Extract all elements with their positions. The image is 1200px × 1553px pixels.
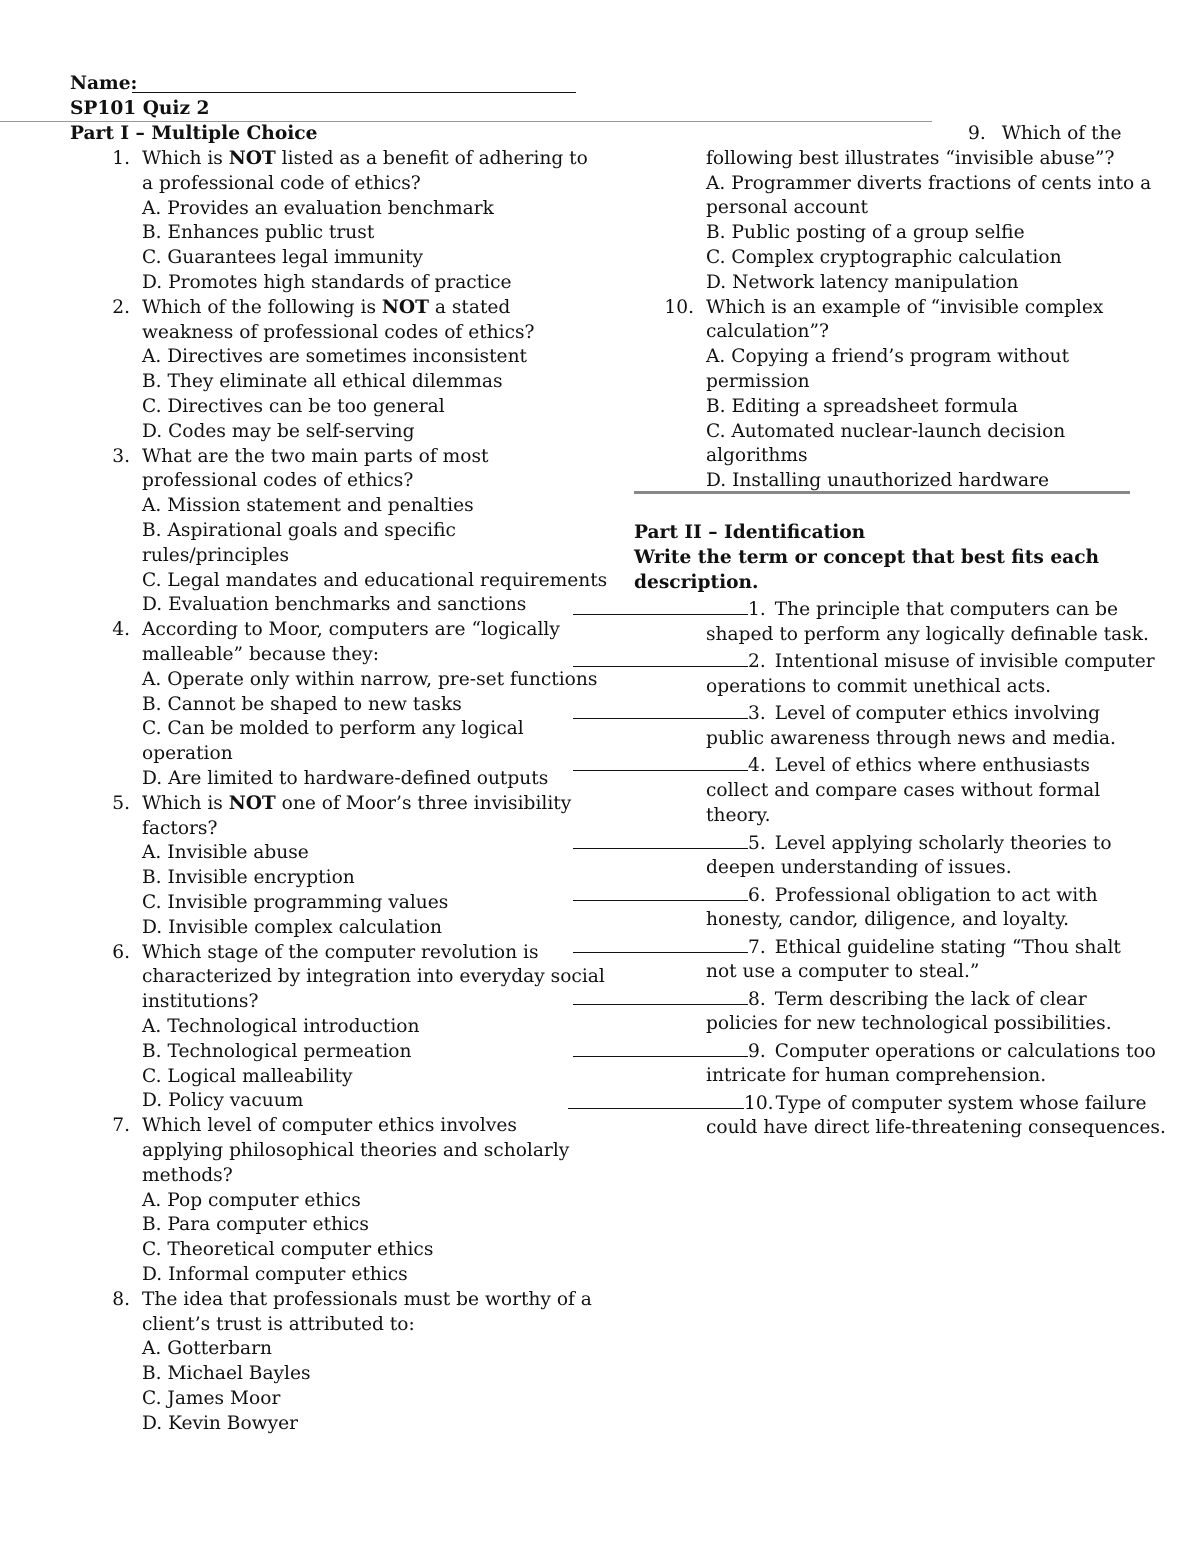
answer-option[interactable] [706, 270, 1018, 295]
answer-blank[interactable] [573, 882, 748, 901]
question-text-line [706, 195, 868, 220]
instruction-text: Write the term or concept that best fits each [634, 547, 1100, 568]
item-number: 6. [748, 884, 766, 906]
answer-option[interactable] [142, 840, 309, 865]
part2-instruction [634, 545, 1099, 570]
answer-option[interactable] [706, 468, 1049, 493]
answer-blank[interactable] [573, 830, 748, 849]
identification-item-2 [573, 648, 1155, 674]
answer-option[interactable] [142, 1188, 361, 1213]
option-text: B. Aspirational goals and specific [142, 520, 456, 541]
answer-blank[interactable] [573, 1038, 748, 1057]
answer-option[interactable] [142, 394, 445, 419]
answer-option[interactable] [142, 1237, 433, 1262]
question-text: one of Moor’s three invisibility [275, 792, 572, 814]
question-text-line [142, 964, 605, 989]
question-text: applying philosophical theories and scholarly [142, 1140, 570, 1161]
item-number: 4. [748, 755, 766, 776]
identification-item-4 [573, 752, 1090, 778]
item-text: Computer operations or calculations too [774, 1040, 1156, 1062]
answer-option[interactable] [142, 667, 597, 692]
identification-item-9 [573, 1038, 1156, 1064]
item-text: not use a computer to steal.” [706, 961, 980, 982]
answer-blank[interactable] [573, 700, 748, 719]
question-number: 9. [968, 123, 986, 144]
answer-option[interactable] [142, 344, 527, 369]
option-text: B. Technological permeation [142, 1040, 412, 1062]
answer-option[interactable] [706, 394, 1018, 419]
answer-option[interactable] [706, 171, 1151, 196]
option-text: A. Programmer diverts fractions of cents into a [706, 172, 1152, 194]
option-text: D. Invisible complex calculation [142, 916, 443, 938]
identification-item-3 [573, 700, 1100, 726]
answer-blank[interactable] [573, 648, 748, 667]
item-text: intricate for human comprehension. [706, 1065, 1047, 1086]
identification-item-8 [573, 986, 1087, 1012]
answer-option[interactable] [142, 1361, 311, 1386]
question-6 [100, 940, 539, 965]
option-text: D. Policy vacuum [142, 1090, 304, 1112]
answer-option[interactable] [142, 220, 374, 245]
answer-option[interactable] [142, 592, 526, 617]
option-text: rules/principles [142, 544, 290, 566]
option-text: B. Cannot be shaped to new tasks [142, 693, 462, 715]
answer-option[interactable] [142, 1039, 411, 1064]
question-text-line [142, 816, 217, 841]
question-emphasis: NOT [228, 792, 276, 814]
answer-option[interactable] [142, 890, 448, 915]
option-text: C. Can be molded to perform any logical [142, 718, 524, 740]
item-text-line [706, 855, 1012, 880]
answer-option[interactable] [142, 1386, 280, 1411]
answer-option[interactable] [142, 716, 524, 741]
answer-option[interactable] [142, 865, 355, 890]
option-text: B. Public posting of a group selfie [706, 222, 1025, 244]
answer-option[interactable] [142, 245, 423, 270]
option-text: C. Guarantees legal immunity [142, 247, 424, 269]
question-text: malleable” because they: [142, 644, 380, 665]
item-text: Intentional misuse of invisible computer [774, 651, 1155, 672]
question-text: permission [706, 371, 810, 392]
item-text: Level applying scholarly theories to [774, 832, 1112, 854]
option-text: A. Operate only within narrow, pre-set functions [142, 668, 598, 690]
question-number: 5. [112, 792, 130, 814]
identification-item-7 [573, 934, 1121, 960]
option-text: A. Gotterbarn [142, 1338, 272, 1360]
question-text: methods? [142, 1164, 233, 1186]
option-text: A. Copying a friend’s program without [706, 346, 1070, 368]
option-text: D. Kevin Bowyer [142, 1412, 298, 1434]
item-text: The principle that computers can be [774, 599, 1119, 620]
part2-title [634, 520, 865, 545]
item-text-line [706, 1115, 1166, 1140]
option-text: C. Legal mandates and educational requirements [142, 569, 608, 591]
name-label: Name: [70, 73, 138, 94]
identification-item-5 [573, 830, 1112, 856]
question-1 [100, 146, 588, 171]
option-text: A. Directives are sometimes inconsistent [142, 346, 528, 368]
option-text: operation [142, 743, 233, 765]
question-text: According to Moor, computers are “logically [142, 619, 560, 641]
answer-option[interactable] [706, 419, 1065, 444]
option-text: D. Network latency manipulation [706, 271, 1019, 293]
question-number: 1. [112, 148, 130, 169]
question-text-line [142, 1312, 415, 1337]
question-text-line [706, 146, 1115, 171]
item-text: policies for new technological possibilities. [706, 1013, 1112, 1034]
question-text: client’s trust is attributed to: [142, 1313, 415, 1335]
item-number: 2. [748, 651, 766, 672]
question-text-line [142, 989, 258, 1014]
question-2 [100, 295, 510, 320]
identification-item-10 [568, 1090, 1147, 1116]
answer-option[interactable] [706, 344, 1069, 369]
answer-option[interactable] [142, 741, 233, 766]
part1-title: Part I – Multiple Choice [70, 123, 318, 144]
option-text: A. Technological introduction [142, 1016, 420, 1037]
item-text: collect and compare cases without formal [706, 779, 1101, 801]
item-text-line [706, 1063, 1046, 1088]
item-text: Term describing the lack of clear [774, 988, 1087, 1010]
answer-option[interactable] [142, 568, 607, 593]
question-text: weakness of professional codes of ethics? [142, 321, 535, 343]
answer-option[interactable] [142, 493, 474, 518]
item-text: could have direct life-threatening consequences. [706, 1117, 1166, 1138]
question-text: following best illustrates “invisible abuse”? [706, 147, 1115, 169]
item-text: operations to commit unethical acts. [706, 675, 1052, 697]
item-text: Professional obligation to act with [774, 884, 1098, 906]
answer-option[interactable] [706, 220, 1025, 245]
question-text-line [142, 320, 535, 345]
name-field[interactable] [132, 92, 576, 93]
question-7 [100, 1113, 517, 1138]
question-number: 3. [112, 445, 130, 467]
answer-option[interactable] [142, 766, 548, 791]
answer-option[interactable] [142, 1064, 353, 1089]
answer-option[interactable] [142, 543, 289, 568]
option-text: D. Installing unauthorized hardware [706, 470, 1049, 492]
option-text: D. Evaluation benchmarks and sanctions [142, 594, 527, 616]
item-text-line [706, 674, 1051, 699]
item-text: honesty, candor, diligence, and loyalty. [706, 909, 1070, 930]
quiz-title: SP101 Quiz 2 [70, 98, 210, 119]
answer-option[interactable] [142, 1088, 303, 1113]
question-text: personal account [706, 197, 868, 219]
option-text: C. Invisible programming values [142, 892, 449, 913]
question-text: Which stage of the computer revolution is [142, 941, 539, 963]
question-8 [100, 1287, 592, 1312]
item-text-line [706, 726, 1116, 751]
question-text: characterized by integration into everyday social [142, 966, 605, 988]
question-text-line [142, 642, 379, 667]
answer-option[interactable] [706, 245, 1062, 270]
question-3 [100, 444, 488, 469]
identification-item-1 [573, 596, 1118, 622]
question-text: Which of the following is [142, 296, 382, 318]
question-text-line [142, 171, 421, 196]
question-number: 10. [664, 296, 694, 318]
part2-title-text: Part II – Identification [634, 522, 866, 543]
question-text: a professional code of ethics? [142, 172, 421, 194]
option-text: C. Automated nuclear-launch decision [706, 420, 1066, 442]
question-text: algorithms [706, 445, 808, 467]
answer-blank[interactable] [573, 934, 748, 953]
answer-blank[interactable] [573, 986, 748, 1005]
question-text-line [142, 1138, 569, 1163]
option-text: B. Para computer ethics [142, 1214, 369, 1236]
item-text-line [706, 778, 1100, 803]
item-number: 9. [748, 1040, 766, 1062]
option-text: C. Directives can be too general [142, 396, 445, 417]
question-number: 7. [112, 1115, 130, 1137]
item-text-line [706, 959, 979, 984]
item-text: Type of computer system whose failure [775, 1092, 1147, 1114]
item-text: public awareness through news and media. [706, 727, 1116, 749]
question-text: Which is [142, 792, 229, 814]
question-text: listed as a benefit of adhering to [275, 148, 588, 169]
option-text: C. Complex cryptographic calculation [706, 247, 1062, 268]
item-text-line [706, 622, 1149, 647]
answer-option[interactable] [142, 419, 415, 444]
question-text: professional codes of ethics? [142, 470, 414, 492]
item-number: 8. [748, 988, 766, 1010]
question-text: Which is [142, 148, 229, 169]
answer-option[interactable] [142, 1014, 419, 1039]
item-text: theory. [706, 805, 771, 826]
question-text-line [706, 443, 808, 468]
question-text-line [142, 1163, 233, 1188]
answer-blank[interactable] [573, 752, 748, 771]
answer-option[interactable] [142, 1411, 298, 1436]
answer-option[interactable] [142, 692, 462, 717]
item-text-line [706, 803, 770, 828]
answer-option[interactable] [142, 518, 456, 543]
option-text: B. Enhances public trust [142, 222, 375, 244]
option-text: B. Invisible encryption [142, 867, 355, 889]
question-4 [100, 617, 560, 642]
option-text: D. Informal computer ethics [142, 1264, 408, 1285]
item-text: Ethical guideline stating “Thou shalt [774, 936, 1121, 958]
question-text: What are the two main parts of most [142, 445, 489, 467]
option-text: D. Promotes high standards of practice [142, 272, 512, 293]
option-text: B. They eliminate all ethical dilemmas [142, 371, 503, 393]
question-text: factors? [142, 817, 218, 839]
option-text: A. Provides an evaluation benchmark [142, 197, 494, 219]
option-text: B. Michael Bayles [142, 1363, 311, 1385]
question-text: a stated [428, 296, 511, 318]
option-text: D. Are limited to hardware-defined outputs [142, 768, 549, 789]
option-text: C. Logical malleability [142, 1065, 353, 1087]
question-number: 2. [112, 296, 130, 318]
answer-option[interactable] [142, 270, 512, 295]
item-text: deepen understanding of issues. [706, 857, 1012, 878]
answer-blank[interactable] [573, 596, 748, 615]
option-text: B. Editing a spreadsheet formula [706, 395, 1018, 417]
answer-option[interactable] [142, 1336, 272, 1361]
answer-option[interactable] [142, 915, 442, 940]
question-text: Which is an example of “invisible complex [706, 296, 1104, 318]
item-number: 5. [748, 832, 766, 854]
question-emphasis: NOT [228, 148, 276, 169]
question-9 [968, 121, 1122, 146]
question-5 [100, 791, 571, 816]
question-text-line [706, 369, 810, 394]
item-text: Level of ethics where enthusiasts [774, 755, 1090, 776]
option-text: A. Invisible abuse [142, 842, 309, 864]
option-text: A. Mission statement and penalties [142, 495, 474, 517]
part2-instruction [634, 570, 759, 595]
option-text: C. James Moor [142, 1388, 281, 1409]
question-text: Which level of computer ethics involves [142, 1115, 517, 1137]
item-number: 7. [748, 936, 766, 958]
question-number: 6. [112, 941, 130, 963]
item-number: 10. [744, 1092, 774, 1114]
answer-option[interactable] [142, 1262, 408, 1287]
answer-option[interactable] [142, 369, 503, 394]
answer-option[interactable] [142, 1212, 369, 1237]
item-number: 3. [748, 703, 766, 724]
question-emphasis: NOT [381, 296, 429, 318]
question-text: Which of the [1001, 123, 1122, 144]
question-text-line [142, 468, 413, 493]
item-text-line [706, 907, 1069, 932]
option-text: D. Codes may be self-serving [142, 420, 415, 442]
answer-blank[interactable] [568, 1090, 744, 1109]
question-text: institutions? [142, 991, 259, 1013]
item-text-line [706, 1011, 1112, 1036]
question-text-line [706, 319, 829, 344]
item-number: 1. [748, 599, 766, 620]
question-text: calculation”? [706, 321, 829, 343]
item-text: shaped to perform any logically definable task. [706, 623, 1149, 645]
question-number: 8. [112, 1288, 130, 1310]
question-text: The idea that professionals must be worthy of a [142, 1288, 592, 1310]
option-text: A. Pop computer ethics [142, 1189, 361, 1211]
question-10 [664, 295, 1103, 320]
item-text: Level of computer ethics involving [774, 703, 1101, 724]
question-number: 4. [112, 619, 130, 641]
option-text: C. Theoretical computer ethics [142, 1239, 434, 1261]
answer-option[interactable] [142, 196, 494, 221]
identification-item-6 [573, 882, 1098, 908]
instruction-text: description. [634, 572, 759, 593]
